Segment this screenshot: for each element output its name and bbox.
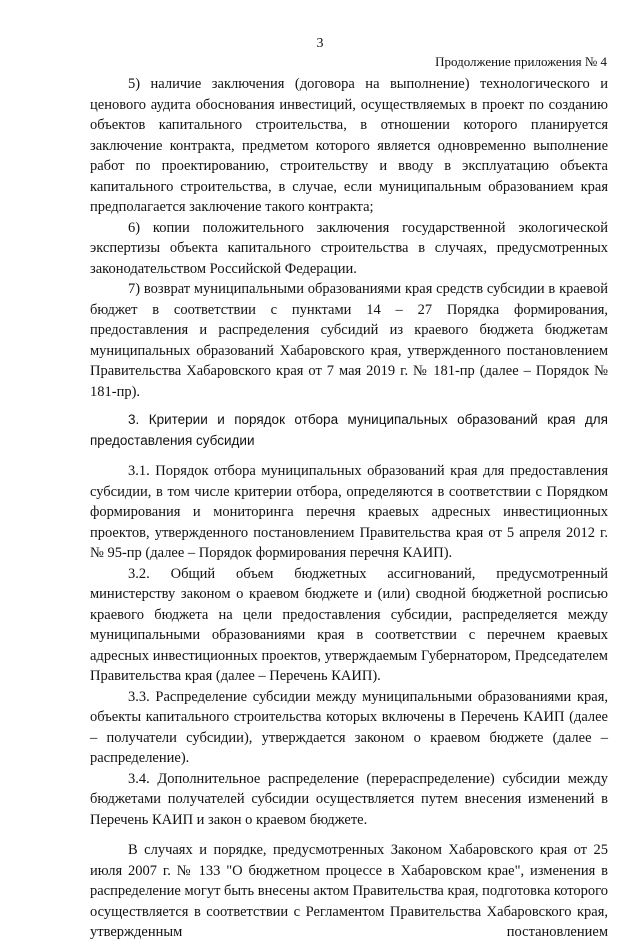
paragraph-item-3-4: 3.4. Дополнительное распределение (перераспределение) субсидии между бюджетами получателей субсидии осуществляется путем внесения изменений в Перечень КАИП и закон о краевом бюджете. — [90, 770, 608, 828]
paragraph-item-3-3: 3.3. Распределение субсидии между муниципальными образованиями края, объекты капитального строительства которых включены в Перечень КАИП (далее – получатели субсидии), утверждается законом о краевом бюджете (далее – распределение). — [90, 688, 608, 766]
paragraph-item-7: 7) возврат муниципальными образованиями края средств субсидии в краевой бюджет в соответствии с пунктами 14 – 27 Порядка формирования, предоставления и распределения субсидий из краевого бюджета бюджетам муниципальных образований Хабаровского края, утвержденного постановлением Правительства Хабаровского края от 7 мая 2019 г. № 181-пр (далее – Порядок № 181-пр). — [90, 281, 608, 400]
paragraph-item-3-1: 3.1. Порядок отбора муниципальных образований края для предоставления субсидии, в том числе критерии отбора, определяются в соответствии с Порядком формирования и мониторинга перечня краевых адресных инвестиционных проектов, утвержденного постановлением Правительства края от 5 апреля 2012 г. № 95-пр (далее – Порядок формирования перечня КАИП). — [90, 463, 608, 561]
paragraph-item-5: 5) наличие заключения (договора на выполнение) технологического и ценового аудита обоснования инвестиций, осуществляемых в проект по созданию объектов капитального строительства, в отношении которого планируется заключение контракта, предметом которого является одновременно выполнение работ по проектированию, строительству и вводу в эксплуатацию объекта капитального строительства, в случае, если муниципальным образованием края предполагается заключение такого контракта; — [90, 76, 608, 215]
paragraph-closing: В случаях и порядке, предусмотренных Законом Хабаровского края от 25 июля 2007 г. № 133 "О бюджетном процессе в Хабаровском крае", изменения в распределение могут быть внесены актом Правительства края, подготовка которого осуществляется в соответствии с Регламентом Правительства Хабаровского края, утвержденным постановлением — [90, 842, 608, 940]
running-head: Продолжение приложения № 4 — [435, 54, 607, 69]
document-body — [90, 74, 608, 943]
page-number: 3 — [316, 36, 324, 51]
paragraph-item-3-2: 3.2. Общий объем бюджетных ассигнований, предусмотренный министерству законом о краевом бюджете и (или) сводной бюджетной росписью краевого бюджета на цели предоставления субсидии, распределяется между муниципальными образованиями края в соответствии с перечнем краевых адресных инвестиционных проектов, утверждаемым Губернатором, Председателем Правительства края (далее – Перечень КАИП). — [90, 565, 608, 684]
section-heading: 3. Критерии и порядок отбора муниципальных образований края для предоставления субсидии — [90, 412, 608, 448]
paragraph-item-6: 6) копии положительного заключения государственной экологической экспертизы объекта капитального строительства в случаях, предусмотренных законодательством Российской Федерации. — [90, 219, 608, 277]
